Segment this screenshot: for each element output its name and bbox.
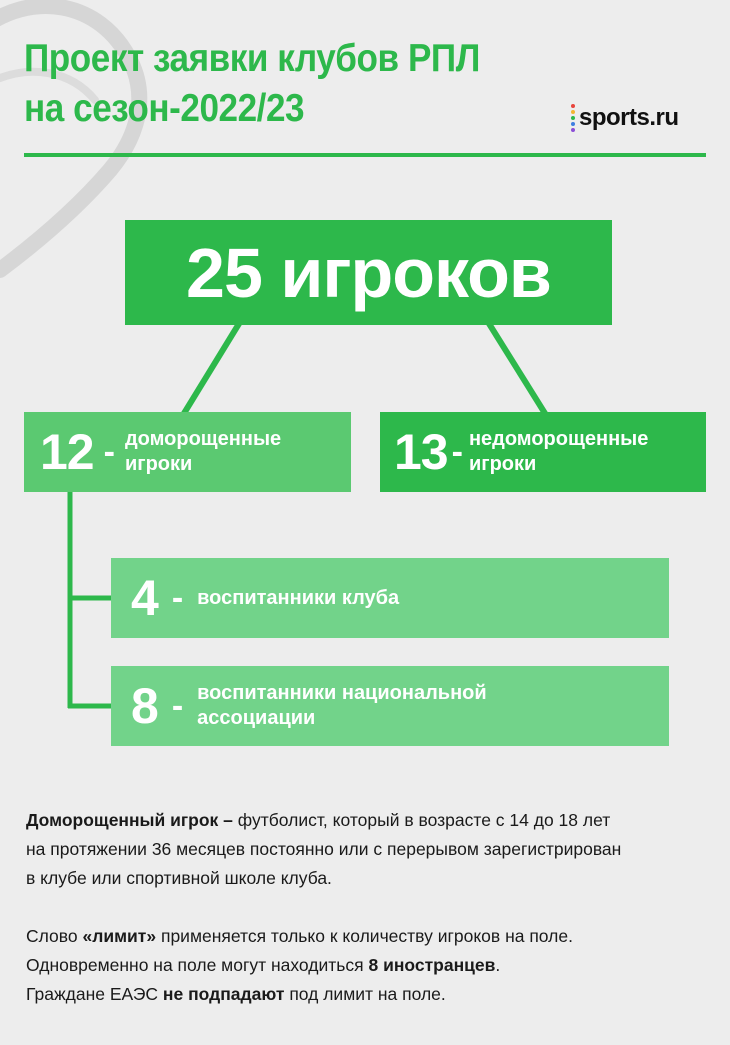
homegrown-box <box>24 412 351 492</box>
foreigners-note-pre: Одновременно на поле могут находиться <box>26 955 369 975</box>
foreigners-note <box>26 951 716 980</box>
foreigners-count: 8 иностранцев <box>368 955 496 975</box>
notes-section <box>26 806 716 1009</box>
eaeu-note <box>26 980 716 1009</box>
homegrown-definition <box>26 806 716 835</box>
title-line-2: на сезон-2022/23 <box>24 87 305 130</box>
title-line-1: Проект заявки клубов РПЛ <box>24 37 480 80</box>
homegrown-number: 12 <box>40 424 94 480</box>
homegrown-dash: - <box>103 432 115 471</box>
non-homegrown-label-line2: игроки <box>468 453 537 475</box>
limit-note-post: применяется только к количеству игроков на поле. <box>156 926 573 946</box>
non-homegrown-label <box>469 427 648 477</box>
homegrown-label-line2: игроки <box>124 453 193 475</box>
national-association-number: 8 <box>131 678 158 734</box>
national-association-label <box>197 681 487 731</box>
non-homegrown-label-line1: недоморощенные <box>468 428 649 450</box>
eaeu-exempt: не подпадают <box>162 984 285 1004</box>
non-homegrown-number: 13 <box>394 424 448 480</box>
homegrown-label <box>125 427 281 477</box>
logo-text: sports.ru <box>579 104 679 131</box>
total-players-box <box>125 220 612 325</box>
homegrown-term: Доморощенный игрок – <box>26 810 233 830</box>
total-players-text: 25 игроков <box>186 233 551 312</box>
homegrown-label-line1: доморощенные <box>124 428 282 450</box>
homegrown-definition-line3: в клубе или спортивной школе клуба. <box>26 868 332 888</box>
eaeu-note-pre: Граждане ЕАЭС <box>26 984 163 1004</box>
paragraph-gap <box>26 893 716 922</box>
club-academy-dash: - <box>171 578 184 617</box>
foreigners-note-post: . <box>495 955 501 975</box>
club-academy-box <box>111 558 669 638</box>
limit-note-pre: Слово <box>26 926 83 946</box>
national-association-label-line1: воспитанники национальной <box>197 682 487 704</box>
national-association-dash: - <box>171 686 184 725</box>
non-homegrown-box <box>380 412 706 492</box>
eaeu-note-post: под лимит на поле. <box>284 984 446 1004</box>
limit-note <box>26 922 716 951</box>
club-academy-number: 4 <box>131 570 158 626</box>
homegrown-definition-line2: на протяжении 36 месяцев постоянно или с перерывом зарегистрирован <box>26 839 622 859</box>
connector-total-to-left <box>183 322 240 415</box>
connector-total-to-right <box>488 322 546 415</box>
homegrown-definition-text: футболист, который в возрасте с 14 до 18 лет <box>232 810 611 830</box>
limit-term: «лимит» <box>82 926 157 946</box>
national-association-label-line2: ассоциации <box>197 707 316 729</box>
non-homegrown-dash: - <box>451 432 463 471</box>
club-academy-label: воспитанники клуба <box>197 586 400 609</box>
national-association-box <box>111 666 669 746</box>
